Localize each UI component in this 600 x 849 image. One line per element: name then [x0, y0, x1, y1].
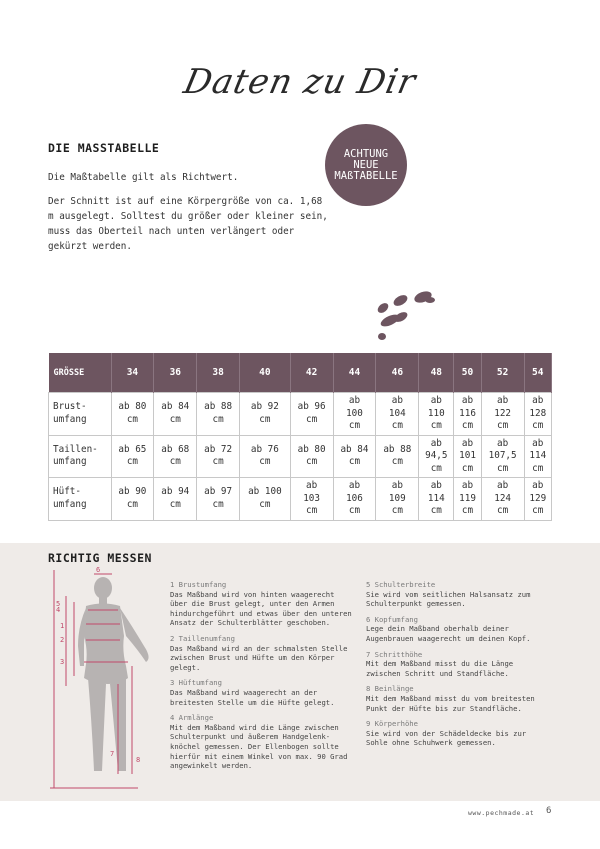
cell-line: cm: [126, 456, 139, 468]
instruction-text: Mit dem Maßband misst du vom breitesten Punkt der Hüfte bis zur Standfläche.: [366, 693, 535, 713]
cell-line: cm: [259, 498, 271, 510]
table-cell: [290, 478, 333, 521]
table-cell: [290, 435, 333, 478]
cell-line: cm: [126, 498, 139, 510]
table-row: [49, 478, 552, 521]
instruction-title: 5 Schulterbreite: [366, 580, 436, 589]
cell-line: cm: [169, 413, 181, 425]
table-cell: [481, 435, 524, 478]
figure-label-8: 8: [136, 756, 141, 764]
cell-line: ab 80: [297, 443, 326, 455]
cell-line: cm: [497, 505, 509, 516]
cell-line: ab 90: [118, 486, 147, 498]
table-cell: [111, 478, 154, 521]
cell-line: cm: [169, 456, 181, 468]
cell-line: cm: [212, 413, 224, 425]
row-label-line: Taillen-: [53, 443, 98, 455]
cell-line: ab: [430, 480, 442, 491]
size-header-44: 44: [333, 353, 376, 393]
cell-line: 104: [388, 407, 406, 419]
cell-line: ab: [306, 480, 318, 491]
measure-instruction: [366, 650, 551, 679]
measure-instruction: [366, 719, 551, 748]
table-cell: [376, 393, 419, 436]
cell-line: cm: [212, 456, 224, 468]
table-cell: [240, 435, 291, 478]
cell-line: 119: [459, 492, 476, 504]
cell-line: cm: [497, 420, 509, 431]
cell-line: 124: [494, 492, 512, 504]
table-cell: [197, 478, 240, 521]
instruction-text: Lege dein Maßband oberhalb deiner Augenbrauen waagerecht um deinen Kopf.: [366, 624, 531, 643]
cell-line: ab: [348, 395, 361, 406]
cell-line: cm: [497, 462, 509, 474]
richtig-messen-heading: RICHTIG MESSEN: [48, 551, 152, 565]
size-header-54: 54: [524, 353, 551, 393]
cell-line: cm: [169, 498, 181, 510]
instruction-text: Sie wird vom seitlichen Halsansatz zum Schulterpunkt gemessen.: [366, 589, 531, 609]
cell-line: ab: [532, 437, 544, 449]
table-cell: [333, 478, 376, 521]
table-cell: [454, 393, 481, 436]
table-cell: [524, 435, 551, 478]
cell-line: cm: [306, 413, 318, 425]
row-label: [49, 478, 112, 521]
cell-line: ab 88: [383, 443, 412, 455]
badge-line-1: ACHTUNG: [343, 147, 389, 160]
table-row: [49, 393, 552, 436]
body-measurement-figure: [48, 566, 168, 796]
cell-line: ab: [391, 480, 403, 491]
cell-line: cm: [391, 420, 403, 431]
cell-line: cm: [461, 420, 474, 431]
paint-blob: [378, 333, 386, 340]
instruction-text: Das Maßband wird an der schmalsten Stelle zwischen Brust und Hüfte um den Körper gelegt.: [170, 643, 348, 672]
new-size-table-badge: [325, 124, 407, 206]
row-label-line: Hüft-: [53, 486, 81, 498]
measure-instruction: [366, 580, 551, 609]
figure-label-4: 4: [56, 606, 61, 614]
cell-line: 107,5: [488, 450, 517, 461]
size-header-38: 38: [197, 353, 240, 393]
instruction-text: Sie wird von der Schädeldecke bis zur Sohle ohne Schuhwerk gemessen.: [366, 728, 527, 748]
cell-line: 109: [388, 492, 406, 504]
cell-line: cm: [532, 420, 544, 431]
instruction-text: Mit dem Maßband misst du die Länge zwischen Schritt und Standfläche.: [366, 659, 514, 678]
size-header-36: 36: [154, 353, 197, 393]
figure-label-5: 5: [56, 600, 61, 608]
table-cell: [333, 393, 376, 436]
cell-line: ab 80: [118, 401, 147, 413]
figure-label-1: 1: [60, 622, 65, 630]
cell-line: cm: [461, 505, 474, 516]
size-table-header-row: [49, 353, 552, 393]
table-row: [49, 435, 552, 478]
size-header-34: 34: [111, 353, 154, 393]
instruction-title: 1 Brustumfang: [170, 580, 227, 589]
masstabelle-heading: DIE MASSTABELLE: [48, 141, 160, 155]
instruction-title: 9 Körperhöhe: [366, 719, 418, 729]
page-number: 6: [546, 806, 552, 816]
cell-line: 128: [529, 407, 547, 419]
intro-paragraph-2: Der Schnitt ist auf eine Körpergröße von ca. 1,68 m ausgelegt. Solltest du größer oder kleiner sein, muss das Oberteil nach unten verlängert oder gekürzt werden.: [48, 196, 328, 252]
instruction-text: Mit dem Maßband wird die Länge zwischen Schulterpunkt und äußerem Handgelenk-knöchel gemessen. Der Ellenbogen sollte hierfür mit einem Winkel von max. 90 Grad angewinkelt werden.: [170, 722, 348, 771]
cell-line: ab 76: [250, 443, 279, 455]
size-table: [48, 353, 552, 521]
cell-line: 129: [529, 492, 547, 504]
table-cell: [376, 435, 419, 478]
size-header-42: 42: [290, 353, 333, 393]
cell-line: ab: [461, 395, 474, 406]
cell-line: 101: [459, 450, 476, 461]
cell-line: 114: [427, 492, 445, 504]
cell-line: cm: [430, 505, 442, 516]
cell-line: cm: [461, 462, 474, 474]
page-title: Daten zu Dir: [180, 62, 420, 102]
row-label-line: Brust-: [53, 401, 87, 413]
cell-line: cm: [391, 456, 403, 468]
size-header-40: 40: [240, 353, 291, 393]
table-cell: [454, 478, 481, 521]
table-cell: [419, 393, 454, 436]
cell-line: cm: [348, 420, 361, 431]
table-cell: [240, 393, 291, 436]
table-cell: [333, 435, 376, 478]
measure-instructions-left: [170, 580, 355, 777]
instruction-title: 8 Beinlänge: [366, 684, 414, 694]
measure-instruction: [366, 684, 551, 713]
table-cell: [454, 435, 481, 478]
cell-line: cm: [212, 498, 224, 510]
cell-line: cm: [391, 505, 403, 516]
table-cell: [524, 478, 551, 521]
cell-line: ab: [391, 395, 403, 406]
cell-line: ab: [348, 480, 361, 491]
cell-line: ab: [532, 480, 544, 491]
cell-line: cm: [348, 456, 361, 468]
cell-line: ab 65: [118, 443, 147, 455]
cell-line: 100: [346, 407, 363, 419]
cell-line: 122: [494, 407, 512, 419]
cell-line: ab: [497, 395, 509, 406]
table-cell: [197, 435, 240, 478]
measure-instructions-right: [366, 580, 551, 754]
cell-line: ab 97: [204, 486, 233, 498]
figure-label-6: 6: [96, 566, 101, 574]
cell-line: ab: [497, 480, 509, 491]
cell-line: cm: [126, 413, 139, 425]
row-label: [49, 435, 112, 478]
badge-line-2: NEUE: [353, 158, 379, 171]
cell-line: 116: [459, 407, 476, 419]
cell-line: cm: [259, 456, 271, 468]
cell-line: ab: [532, 395, 544, 406]
footer-url: www.pechmade.at: [468, 809, 535, 817]
row-label: [49, 393, 112, 436]
table-cell: [111, 393, 154, 436]
size-column-header: GRÖSSE: [49, 353, 112, 393]
table-cell: [154, 435, 197, 478]
measure-instruction: [170, 634, 355, 672]
instruction-title: 4 Armlänge: [170, 713, 214, 723]
figure-label-2: 2: [60, 636, 65, 644]
masstabelle-intro: [48, 170, 328, 263]
table-cell: [419, 478, 454, 521]
cell-line: 106: [346, 492, 363, 504]
size-header-50: 50: [454, 353, 481, 393]
table-cell: [481, 478, 524, 521]
cell-line: ab: [430, 395, 442, 406]
cell-line: ab 68: [161, 443, 190, 455]
instruction-title: 6 Kopfumfang: [366, 614, 418, 624]
row-label-line: umfang: [53, 498, 87, 510]
badge-line-3: MAßTABELLE: [334, 169, 398, 182]
cell-line: ab: [497, 437, 509, 449]
cell-line: ab 96: [297, 401, 326, 413]
measure-instruction: [170, 678, 355, 707]
paint-blob: [392, 293, 409, 308]
instruction-title: 2 Taillenumfang: [170, 633, 235, 643]
cell-line: ab 88: [204, 401, 233, 413]
instruction-title: 7 Schritthöhe: [366, 649, 423, 659]
cell-line: ab 84: [161, 401, 190, 413]
cell-line: cm: [430, 462, 442, 474]
measure-instruction: [366, 615, 551, 644]
table-cell: [240, 478, 291, 521]
table-cell: [154, 478, 197, 521]
paint-blob: [376, 301, 390, 315]
cell-line: 103: [303, 492, 320, 504]
figure-label-7: 7: [110, 750, 115, 758]
instruction-title: 3 Hüftumfang: [170, 678, 222, 688]
cell-line: cm: [532, 505, 544, 516]
cell-line: ab 92: [250, 401, 279, 413]
measure-instruction: [170, 713, 355, 771]
size-header-48: 48: [419, 353, 454, 393]
cell-line: 114: [529, 450, 547, 461]
cell-line: cm: [532, 462, 544, 474]
cell-line: cm: [259, 413, 271, 425]
table-cell: [290, 393, 333, 436]
instruction-text: Das Maßband wird waagerecht an der breitesten Stelle um die Hüfte gelegt.: [170, 687, 335, 707]
cell-line: 94,5: [425, 450, 448, 461]
cell-line: ab: [461, 480, 474, 491]
cell-line: cm: [306, 456, 318, 468]
cell-line: ab 84: [340, 443, 369, 455]
cell-line: cm: [306, 505, 318, 516]
cell-line: ab: [461, 437, 474, 449]
paint-blob: [393, 310, 409, 324]
cell-line: ab 100: [248, 486, 282, 498]
table-cell: [154, 393, 197, 436]
row-label-line: umfang: [53, 413, 87, 425]
table-cell: [481, 393, 524, 436]
table-cell: [524, 393, 551, 436]
instruction-text: Das Maßband wird von hinten waagerecht über die Brust gelegt, unter den Armen hindurchgeführt und etwas über den unteren Ansatz der Schulterblätter geschoben.: [170, 589, 352, 628]
cell-line: ab 94: [161, 486, 190, 498]
measure-instruction: [170, 580, 355, 628]
table-cell: [419, 435, 454, 478]
row-label-line: umfang: [53, 456, 87, 468]
cell-line: 110: [427, 407, 445, 419]
cell-line: ab: [430, 437, 442, 449]
table-cell: [376, 478, 419, 521]
table-cell: [197, 393, 240, 436]
figure-label-3: 3: [60, 658, 65, 666]
cell-line: cm: [430, 420, 442, 431]
size-header-46: 46: [376, 353, 419, 393]
intro-paragraph-1: Die Maßtabelle gilt als Richtwert.: [48, 172, 239, 183]
size-header-52: 52: [481, 353, 524, 393]
cell-line: ab 72: [204, 443, 233, 455]
paint-blob: [425, 297, 435, 303]
table-cell: [111, 435, 154, 478]
cell-line: cm: [348, 505, 361, 516]
